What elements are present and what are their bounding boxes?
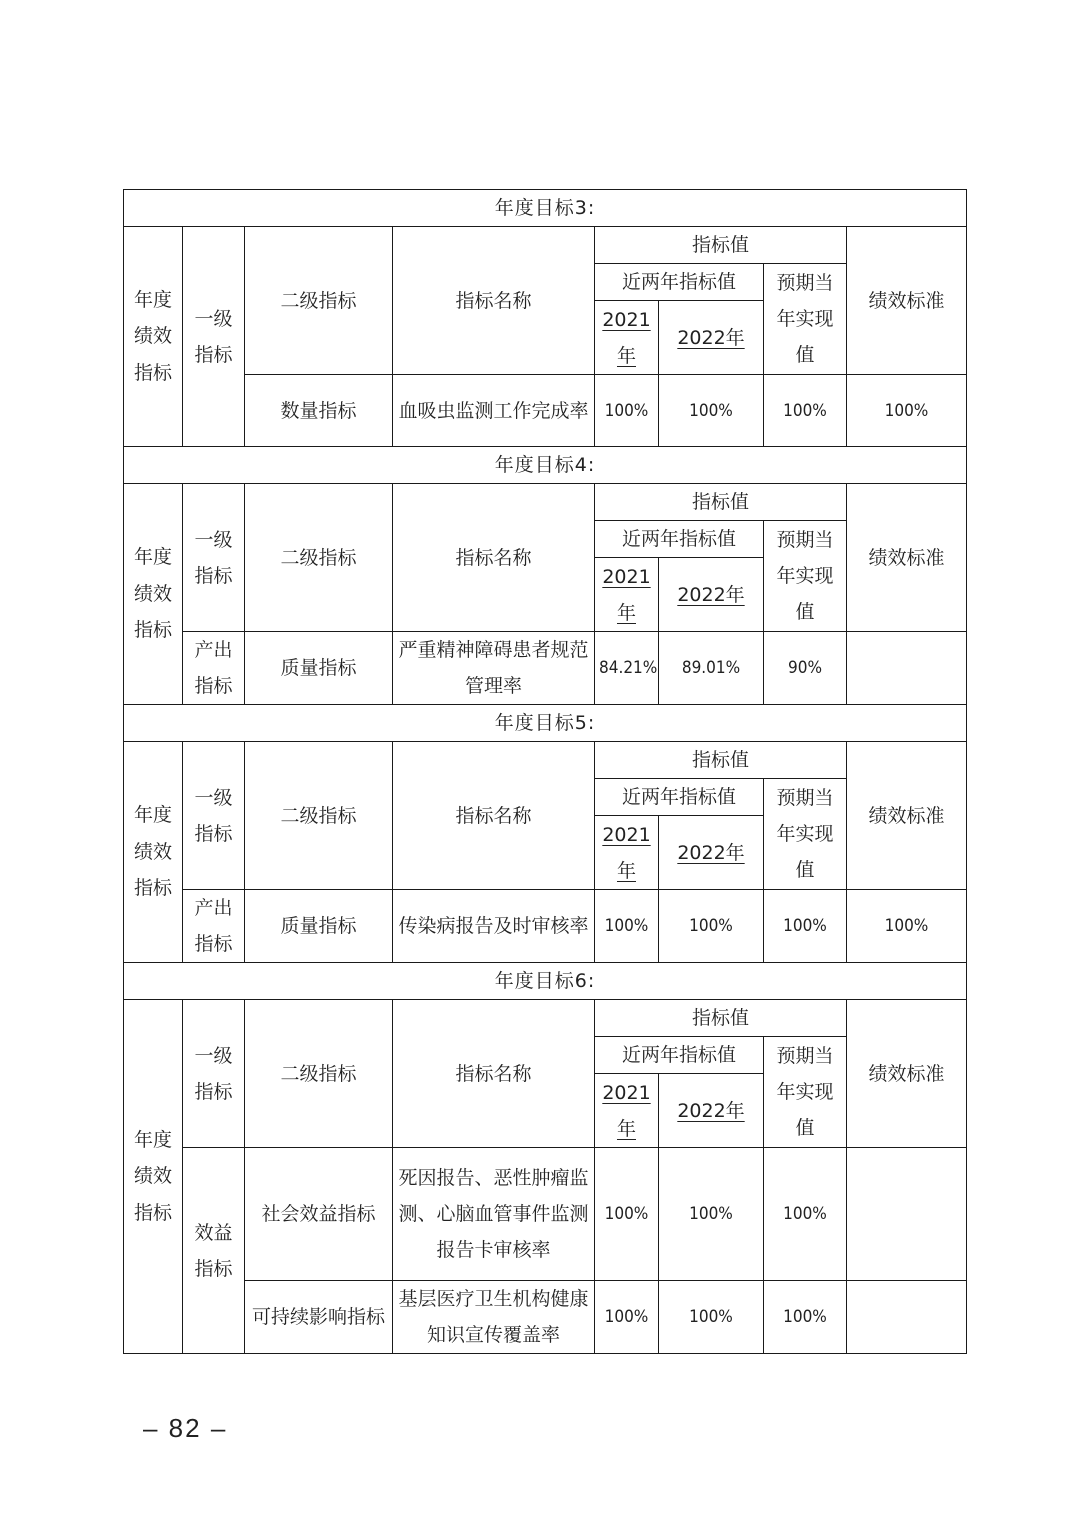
section-label: 年度绩效指标 <box>124 484 183 705</box>
indicator-name-header: 指标名称 <box>393 742 595 890</box>
value-2021-cell: 84.21% <box>595 632 659 705</box>
level2-header: 二级指标 <box>245 1000 393 1148</box>
expected-header: 预期当年实现值 <box>764 264 847 375</box>
year-2022-header: 2022年 <box>659 301 764 375</box>
level1-cell: 产出指标 <box>183 632 245 705</box>
year-2022-header: 2022年 <box>659 558 764 632</box>
recent-years-header: 近两年指标值 <box>595 1037 764 1074</box>
standard-header: 绩效标准 <box>847 1000 967 1148</box>
expected-value-cell: 100% <box>764 375 847 447</box>
expected-header: 预期当年实现值 <box>764 779 847 890</box>
indicator-name-header: 指标名称 <box>393 1000 595 1148</box>
level1-header: 一级指标 <box>183 742 245 890</box>
recent-years-header: 近两年指标值 <box>595 779 764 816</box>
level2-header: 二级指标 <box>245 484 393 632</box>
year-2021-header: 2021年 <box>595 1074 659 1148</box>
standard-cell <box>847 1281 967 1354</box>
value-2022-cell: 100% <box>659 1281 764 1354</box>
section-label: 年度绩效指标 <box>124 227 183 447</box>
goal-title: 年度目标3: <box>124 190 967 227</box>
level1-header: 一级指标 <box>183 227 245 447</box>
level2-cell: 数量指标 <box>245 375 393 447</box>
indicator-name-header: 指标名称 <box>393 227 595 375</box>
standard-cell: 100% <box>847 375 967 447</box>
year-2021-header: 2021年 <box>595 558 659 632</box>
value-2022-cell: 100% <box>659 890 764 963</box>
level2-cell: 可持续影响指标 <box>245 1281 393 1354</box>
year-2022-header: 2022年 <box>659 816 764 890</box>
level2-cell: 社会效益指标 <box>245 1148 393 1281</box>
level2-cell: 质量指标 <box>245 632 393 705</box>
indicator-name-cell: 死因报告、恶性肿瘤监测、心脑血管事件监测报告卡审核率 <box>393 1148 595 1281</box>
indicator-value-header: 指标值 <box>595 742 847 779</box>
indicator-name-cell: 基层医疗卫生机构健康知识宣传覆盖率 <box>393 1281 595 1354</box>
expected-value-cell: 100% <box>764 1148 847 1281</box>
indicator-value-header: 指标值 <box>595 227 847 264</box>
standard-header: 绩效标准 <box>847 227 967 375</box>
year-2022-header: 2022年 <box>659 1074 764 1148</box>
indicator-name-cell: 严重精神障碍患者规范管理率 <box>393 632 595 705</box>
year-2021-header: 2021年 <box>595 301 659 375</box>
year-2021-header: 2021年 <box>595 816 659 890</box>
value-2021-cell: 100% <box>595 1281 659 1354</box>
standard-header: 绩效标准 <box>847 484 967 632</box>
performance-indicator-table <box>123 189 967 1354</box>
level1-header: 一级指标 <box>183 1000 245 1148</box>
recent-years-header: 近两年指标值 <box>595 264 764 301</box>
indicator-name-header: 指标名称 <box>393 484 595 632</box>
level2-cell: 质量指标 <box>245 890 393 963</box>
indicator-value-header: 指标值 <box>595 1000 847 1037</box>
expected-value-cell: 100% <box>764 890 847 963</box>
indicator-name-cell: 传染病报告及时审核率 <box>393 890 595 963</box>
section-label: 年度绩效指标 <box>124 1000 183 1354</box>
standard-cell <box>847 1148 967 1281</box>
expected-header: 预期当年实现值 <box>764 1037 847 1148</box>
indicator-value-header: 指标值 <box>595 484 847 521</box>
page-number: – 82 – <box>143 1413 228 1443</box>
goal-title: 年度目标6: <box>124 963 967 1000</box>
level1-cell: 产出指标 <box>183 890 245 963</box>
level2-header: 二级指标 <box>245 742 393 890</box>
level1-header: 一级指标 <box>183 484 245 632</box>
standard-cell <box>847 632 967 705</box>
value-2022-cell: 100% <box>659 1148 764 1281</box>
value-2021-cell: 100% <box>595 1148 659 1281</box>
expected-value-cell: 100% <box>764 1281 847 1354</box>
level1-cell: 效益指标 <box>183 1148 245 1354</box>
standard-header: 绩效标准 <box>847 742 967 890</box>
goal-title: 年度目标4: <box>124 447 967 484</box>
value-2021-cell: 100% <box>595 890 659 963</box>
level2-header: 二级指标 <box>245 227 393 375</box>
performance-table-container <box>123 189 966 1352</box>
value-2021-cell: 100% <box>595 375 659 447</box>
expected-header: 预期当年实现值 <box>764 521 847 632</box>
section-label: 年度绩效指标 <box>124 742 183 963</box>
value-2022-cell: 100% <box>659 375 764 447</box>
expected-value-cell: 90% <box>764 632 847 705</box>
goal-title: 年度目标5: <box>124 705 967 742</box>
recent-years-header: 近两年指标值 <box>595 521 764 558</box>
indicator-name-cell: 血吸虫监测工作完成率 <box>393 375 595 447</box>
value-2022-cell: 89.01% <box>659 632 764 705</box>
standard-cell: 100% <box>847 890 967 963</box>
